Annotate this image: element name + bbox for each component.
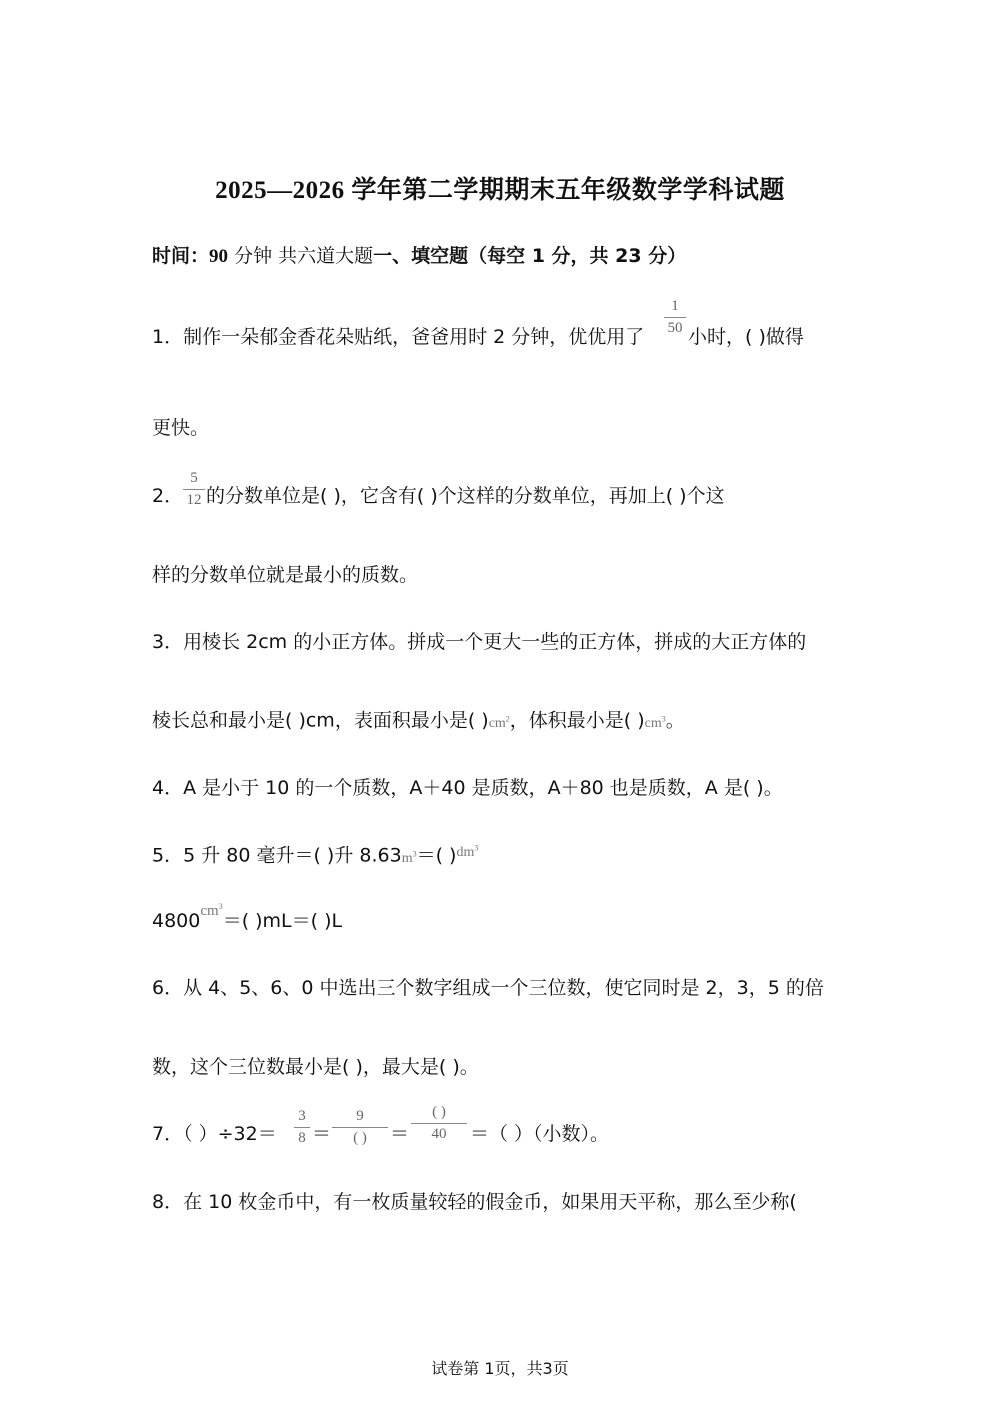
q5-line2a: 4800: [152, 910, 201, 932]
q7-equals-1: ＝: [312, 1123, 332, 1145]
q2-prefix: 2．: [152, 485, 184, 507]
q1-frac-den: 50: [667, 320, 683, 336]
q1-frac-num: 1: [671, 298, 679, 314]
unit-m3: $m^3$: [401, 849, 417, 866]
q6-line1: 6．从 4、5、6、0 中选出三个数字组成一个三位数，使它同时是 2，3，5 的倍: [152, 977, 824, 999]
q1-line1b: 小时，( )做得: [688, 326, 804, 348]
q3-line2c: 。: [665, 709, 685, 732]
q7-equals-2: ＝: [390, 1123, 410, 1145]
q2-frac-den: 12: [186, 492, 202, 508]
unit-cm3: $cm^3$: [644, 714, 666, 731]
q7-suffix: ＝（ ）（小数）。: [470, 1123, 610, 1145]
time-minutes: 90: [209, 246, 229, 267]
q5-line1: [152, 841, 478, 872]
q2-line1: 的分数单位是( )，它含有( )个这样的分数单位，再加上( )个这: [206, 485, 725, 507]
q1-fraction: [664, 298, 686, 337]
q2-fraction: [183, 470, 205, 509]
q7-fraction-2: 9 ( ): [332, 1108, 388, 1147]
time-rest: 分钟 共六道大题: [234, 245, 374, 267]
q5-line1b: ＝( ): [416, 844, 457, 867]
q5-line2: [152, 902, 343, 936]
fraction-bar: [183, 489, 205, 490]
q3-line2a: 棱长总和最小是( )cm，表面积最小是( ): [152, 709, 489, 732]
q3-line2b: ，体积最小是( ): [509, 709, 645, 732]
q8-line1: 8．在 10 枚金币中，有一枚质量较轻的假金币，如果用天平称，那么至少称(: [152, 1191, 797, 1213]
q7-fraction-1: 3 8: [294, 1108, 310, 1147]
q7-prefix: 7．（ ）÷32＝: [152, 1123, 277, 1145]
q6-line2: 数，这个三位数最小是( )，最大是( )。: [152, 1056, 479, 1078]
q1-line2: 更快。: [152, 417, 210, 439]
section-one-heading: 一、填空题（每空 1 分，共 23 分）: [373, 245, 687, 267]
q5-line2b: ＝( )mL＝( )L: [222, 910, 343, 932]
fraction-bar: [332, 1127, 388, 1128]
unit-cm2: $cm^2$: [488, 714, 510, 731]
q3-line2: [152, 706, 685, 737]
q4-line1: 4．A 是小于 10 的一个质数，A＋40 是质数，A＋80 也是质数，A 是( )。: [152, 777, 783, 799]
exam-title: 2025—2026 学年第二学期期末五年级数学学科试题: [215, 177, 785, 204]
q1-line1a: 1．制作一朵郁金香花朵贴纸，爸爸用时 2 分钟，优优用了: [152, 326, 645, 348]
exam-meta: [152, 243, 686, 270]
time-label: 时间：: [152, 245, 210, 267]
q7-fraction-3: ( ) 40: [411, 1104, 467, 1143]
q3-line1: 3．用棱长 2cm 的小正方体。拼成一个更大一些的正方体，拼成的大正方体的: [152, 631, 807, 653]
unit-cm3-b: cm3: [200, 902, 223, 919]
page-footer: 试卷第 1页，共3页: [431, 1359, 569, 1378]
q5-line1a: 5．5 升 80 毫升＝( )升 8.63: [152, 844, 402, 867]
unit-dm3: dm3: [456, 843, 479, 860]
q2-frac-num: 5: [190, 470, 198, 486]
q2-line2: 样的分数单位就是最小的质数。: [152, 564, 419, 586]
fraction-bar: [411, 1123, 467, 1124]
fraction-bar: [294, 1127, 310, 1128]
fraction-bar: [664, 317, 686, 318]
